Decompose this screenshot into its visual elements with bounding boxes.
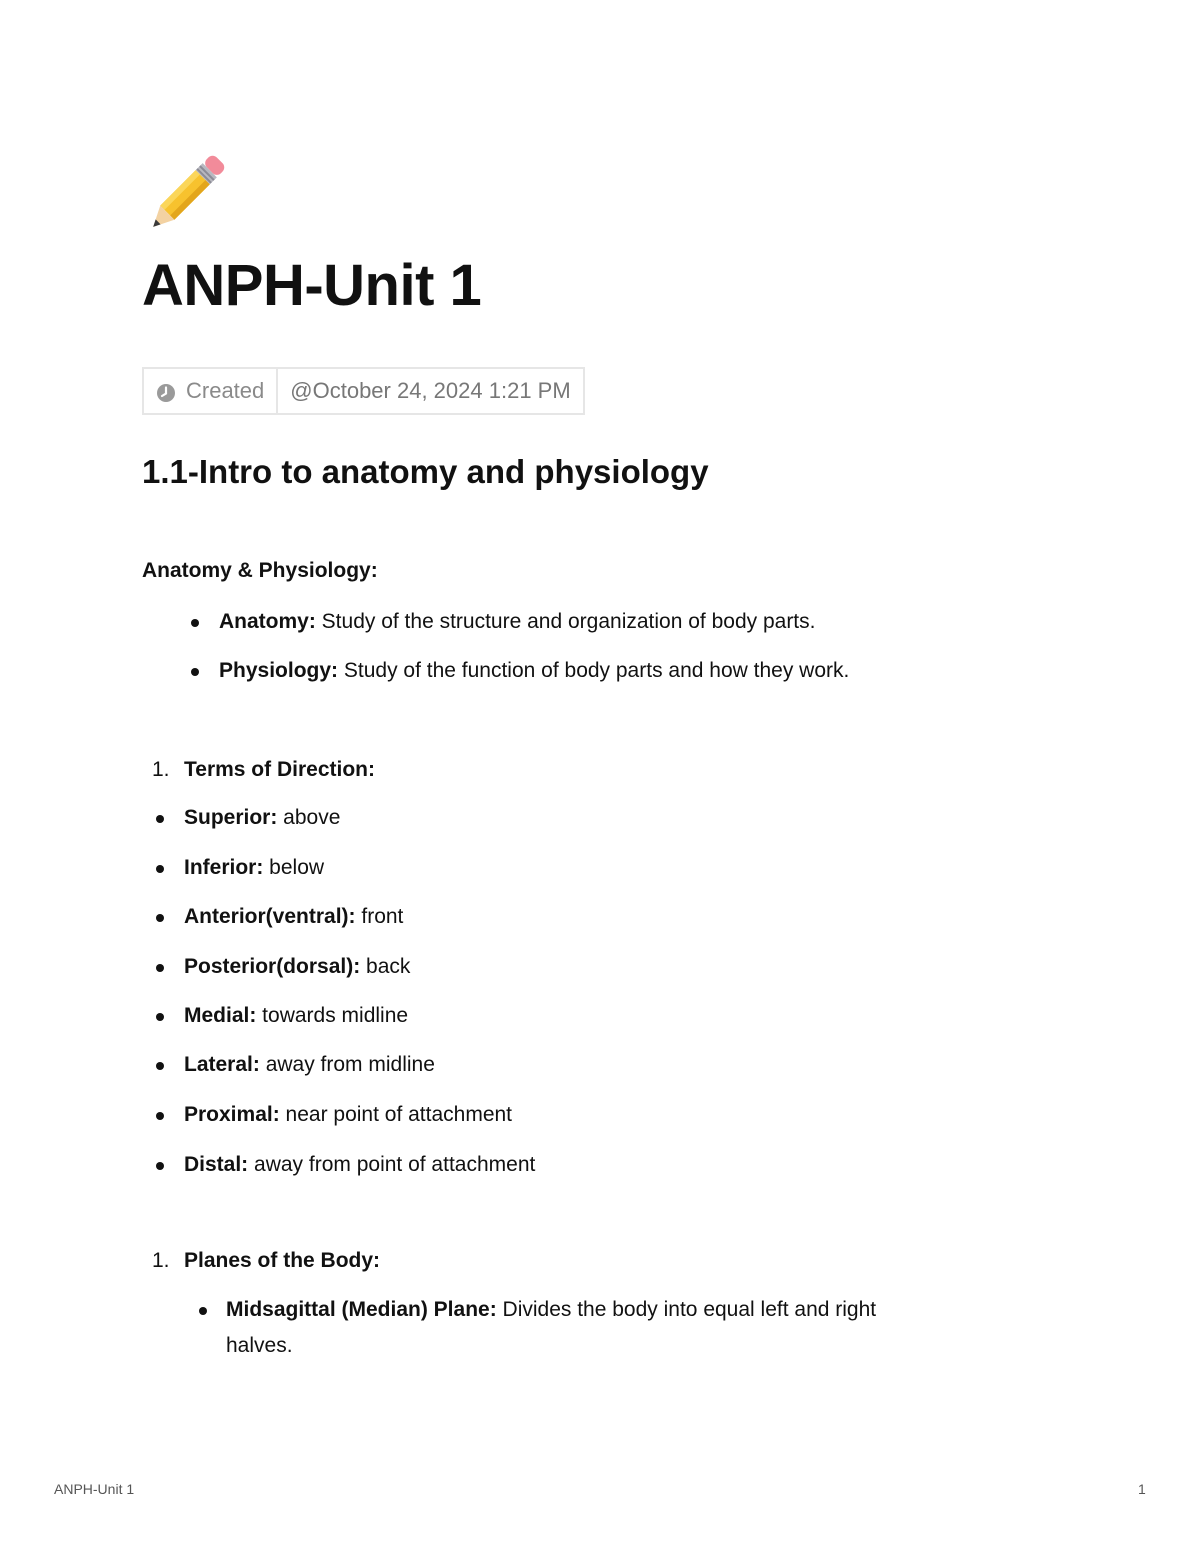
planes-heading [184, 1247, 380, 1275]
list-item-definition: above [277, 806, 341, 829]
list-item [184, 903, 403, 931]
list-item-term: Inferior: [184, 856, 264, 879]
bullet [156, 815, 164, 823]
list-item-term: Medial: [184, 1004, 257, 1027]
list-item-term: Anterior(ventral): [184, 905, 356, 928]
list-item-definition: back [360, 955, 411, 978]
bullet [156, 1013, 164, 1021]
list-item [184, 953, 410, 981]
list-item [184, 1101, 512, 1129]
list-item-definition: front [355, 905, 404, 928]
list-item-definition: near point of attachment [279, 1103, 513, 1126]
page-title: ANPH-Unit 1 [142, 253, 482, 318]
bullet [156, 1062, 164, 1070]
list-item-term: Anatomy: [219, 610, 316, 633]
bullet [156, 865, 164, 873]
directions-heading-text: Terms of Direction: [184, 758, 375, 781]
list-item [219, 657, 849, 685]
list-item-definition: Divides the body into equal left and right [496, 1298, 877, 1321]
list-item-definition: away from point of attachment [248, 1153, 536, 1176]
list-item-definition: Study of the function of body parts and how they work. [338, 659, 850, 682]
list-item-term: Lateral: [184, 1053, 260, 1076]
list-item [226, 1296, 876, 1324]
list-item [184, 1151, 535, 1179]
directions-heading [184, 756, 375, 784]
bullet [156, 1162, 164, 1170]
created-label: Created [186, 378, 265, 403]
clock-icon [156, 383, 176, 403]
list-item [184, 1051, 435, 1079]
list-number: 1. [152, 1249, 170, 1272]
pencil-icon [142, 152, 228, 238]
created-value: @October 24, 2024 1:21 PM [290, 378, 571, 403]
list-item-definition: below [263, 856, 325, 879]
list-item-definition: Study of the structure and organization of body parts. [315, 610, 816, 633]
anatomy-physiology-heading [142, 557, 378, 585]
bullet [156, 964, 164, 972]
planes-heading-text: Planes of the Body: [184, 1249, 381, 1272]
list-item-definition: towards midline [256, 1004, 409, 1027]
list-item [219, 608, 815, 636]
list-item-term: Posterior(dorsal): [184, 955, 361, 978]
properties-table [142, 367, 585, 415]
footer-page-number: 1 [1138, 1481, 1146, 1497]
list-item-term: Proximal: [184, 1103, 280, 1126]
created-property [144, 369, 278, 413]
bullet [199, 1307, 207, 1315]
bullet [156, 914, 164, 922]
section-heading: 1.1-Intro to anatomy and physiology [142, 453, 709, 490]
list-item-term: Distal: [184, 1153, 249, 1176]
footer-title: ANPH-Unit 1 [54, 1481, 135, 1497]
bullet [156, 1112, 164, 1120]
list-item [184, 804, 340, 832]
list-item-definition: away from midline [259, 1053, 435, 1076]
list-item [184, 854, 324, 882]
list-item [184, 1002, 408, 1030]
list-item-continuation: halves. [226, 1334, 293, 1357]
bullet [191, 619, 199, 627]
bullet [191, 668, 199, 676]
list-item-term: Physiology: [219, 659, 339, 682]
list-item-term: Midsagittal (Median) Plane: [226, 1298, 497, 1321]
list-item-term: Superior: [184, 806, 278, 829]
anatomy-physiology-heading-text: Anatomy & Physiology: [142, 559, 378, 582]
list-number: 1. [152, 758, 170, 781]
